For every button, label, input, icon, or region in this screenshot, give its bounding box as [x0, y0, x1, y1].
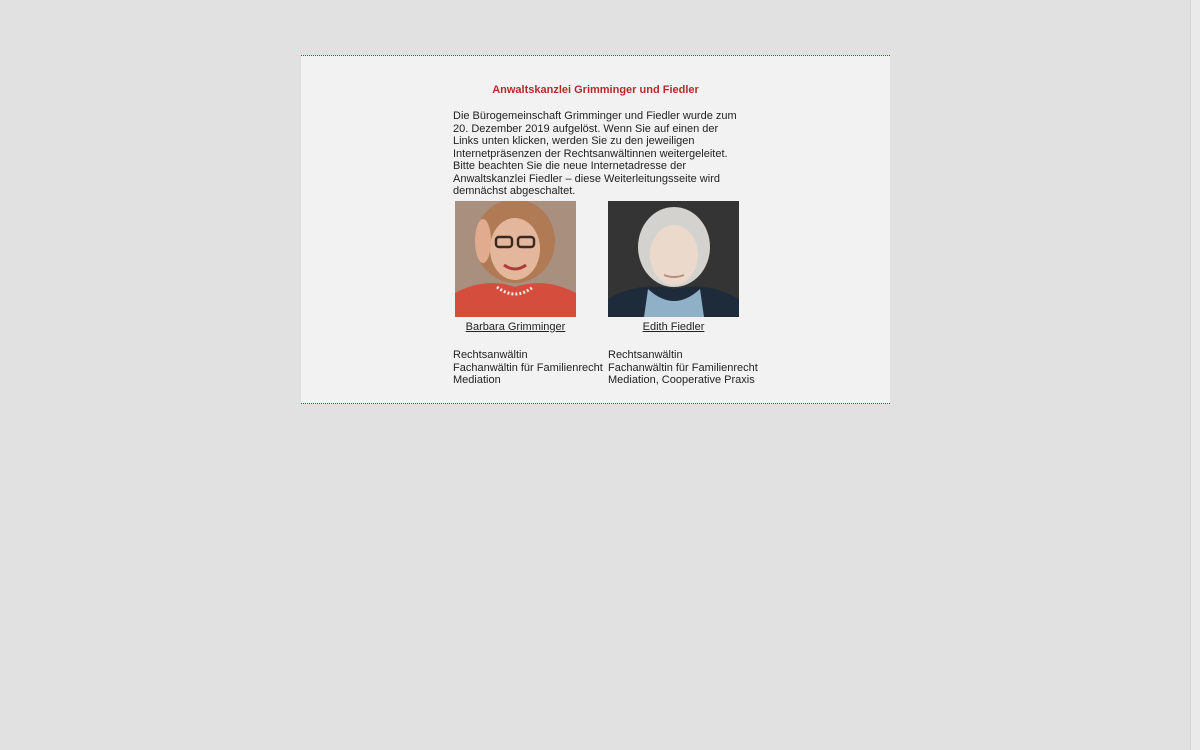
link-barbara-grimminger[interactable]: Barbara Grimminger [465, 321, 566, 333]
content-panel [301, 55, 890, 404]
role-line: Fachanwältin für Familienrecht [608, 361, 758, 374]
role-line: Fachanwältin für Familienrecht [453, 361, 603, 374]
role-line: Mediation, Cooperative Praxis [608, 374, 755, 386]
role-line: Rechtsanwältin [608, 349, 683, 361]
roles-edith-fiedler [608, 349, 778, 387]
link-edith-fiedler[interactable]: Edith Fiedler [642, 321, 705, 333]
role-line: Rechtsanwältin [453, 349, 528, 361]
photo-edith-fiedler[interactable] [608, 201, 739, 317]
vertical-scrollbar[interactable] [1190, 0, 1200, 750]
page-title: Anwaltskanzlei Grimminger und Fiedler [492, 84, 699, 96]
intro-text: Die Bürogemeinschaft Grimminger und Fiedler wurde zum 20. Dezember 2019 aufgelöst. Wenn Sie auf einen der Links unten klicken, werden Sie zu den jeweiligen Internetpräsenzen der Rechtsanwältinnen weitergeleitet. Bitte beachten Sie die neue Internetadresse der Anwaltskanzlei Fiedler – diese Weiterleitungsseite wird demnächst abgeschaltet. [453, 110, 737, 197]
roles-barbara-grimminger [453, 349, 603, 387]
role-line: Mediation [453, 374, 501, 386]
photo-barbara-grimminger[interactable] [455, 201, 576, 317]
